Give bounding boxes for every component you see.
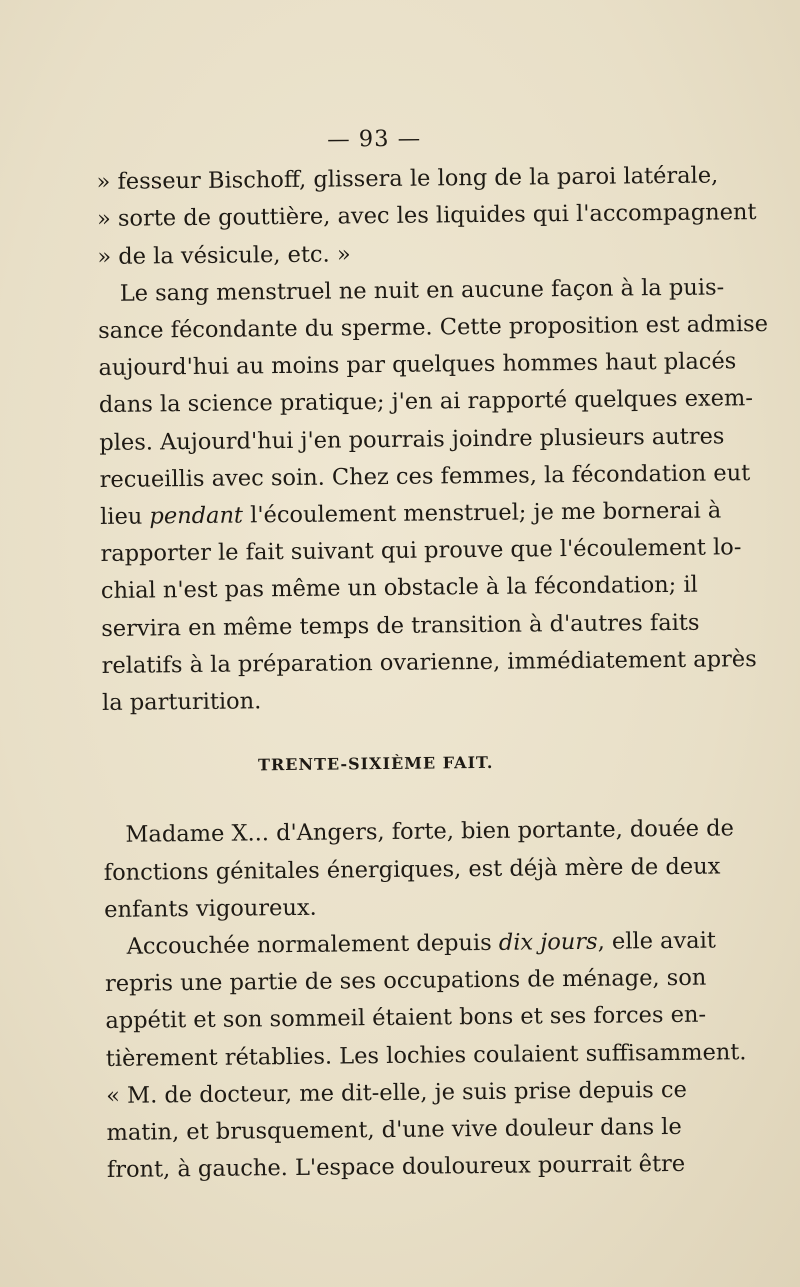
text-fragment: lieu <box>99 503 143 531</box>
text-line: sance fécondante du sperme. Cette proposition est admise <box>98 310 769 345</box>
text-line: front, à gauche. L'espace douloureux pourrait être <box>106 1151 686 1184</box>
text-line: recueillis avec soin. Chez ces femmes, la fécondation eut <box>99 459 751 493</box>
text-line: » de la vésicule, etc. » <box>97 240 351 270</box>
text-line: rapporter le fait suivant qui prouve que l'écoulement lo- <box>100 534 742 568</box>
text-fragment: , elle avait <box>597 927 717 955</box>
text-fragment: Accouchée normalement depuis <box>126 929 492 960</box>
text-line: matin, et brusquement, d'une vive douleur dans le <box>106 1114 682 1147</box>
text-line: fonctions génitales énergiques, est déjà mère de deux <box>103 853 721 886</box>
text-line: « M. de docteur, me dit-elle, je suis prise depuis ce <box>106 1076 687 1109</box>
text-line: tièrement rétablies. Les lochies coulaient suffisamment. <box>105 1038 747 1072</box>
page-text <box>96 118 769 1189</box>
text-line: repris une partie de ses occupations de ménage, son <box>104 964 707 998</box>
text-line: Le sang menstruel ne nuit en aucune façon à la puis- <box>119 274 725 307</box>
text-line: appétit et son sommeil étaient bons et ses forces en- <box>105 1002 707 1035</box>
text-line: chial n'est pas même un obstacle à la fécondation; il <box>100 572 698 605</box>
italic-text: dix jours <box>498 928 598 956</box>
text-line: relatifs à la préparation ovarienne, immédiatement après <box>101 645 757 679</box>
text-line <box>104 923 717 966</box>
text-line: Madame X... d'Angers, forte, bien portante, douée de <box>125 815 735 849</box>
text-line: la parturition. <box>101 688 262 717</box>
text-line: dans la science pratique; j'en ai rapporté quelques exem- <box>98 385 754 419</box>
text-line: ples. Aujourd'hui j'en pourrais joindre plusieurs autres <box>99 423 725 456</box>
text-line <box>99 493 722 536</box>
text-line: enfants vigoureux. <box>104 894 317 923</box>
text-fragment: l'écoulement menstruel; je me bornerai à <box>250 497 722 529</box>
italic-text: pendant <box>149 502 244 530</box>
text-line: servira en même temps de transition à d'autres faits <box>101 609 700 642</box>
text-line: » sorte de gouttière, avec les liquides qui l'accompagnent <box>96 199 757 233</box>
text-line: » fesseur Bischoff, glissera le long de la paroi latérale, <box>96 162 719 196</box>
text-line: aujourd'hui au moins par quelques hommes haut placés <box>98 348 737 382</box>
page-number: — 93 — <box>327 125 422 153</box>
section-heading: TRENTE-SIXIÈME FAIT. <box>257 753 494 775</box>
